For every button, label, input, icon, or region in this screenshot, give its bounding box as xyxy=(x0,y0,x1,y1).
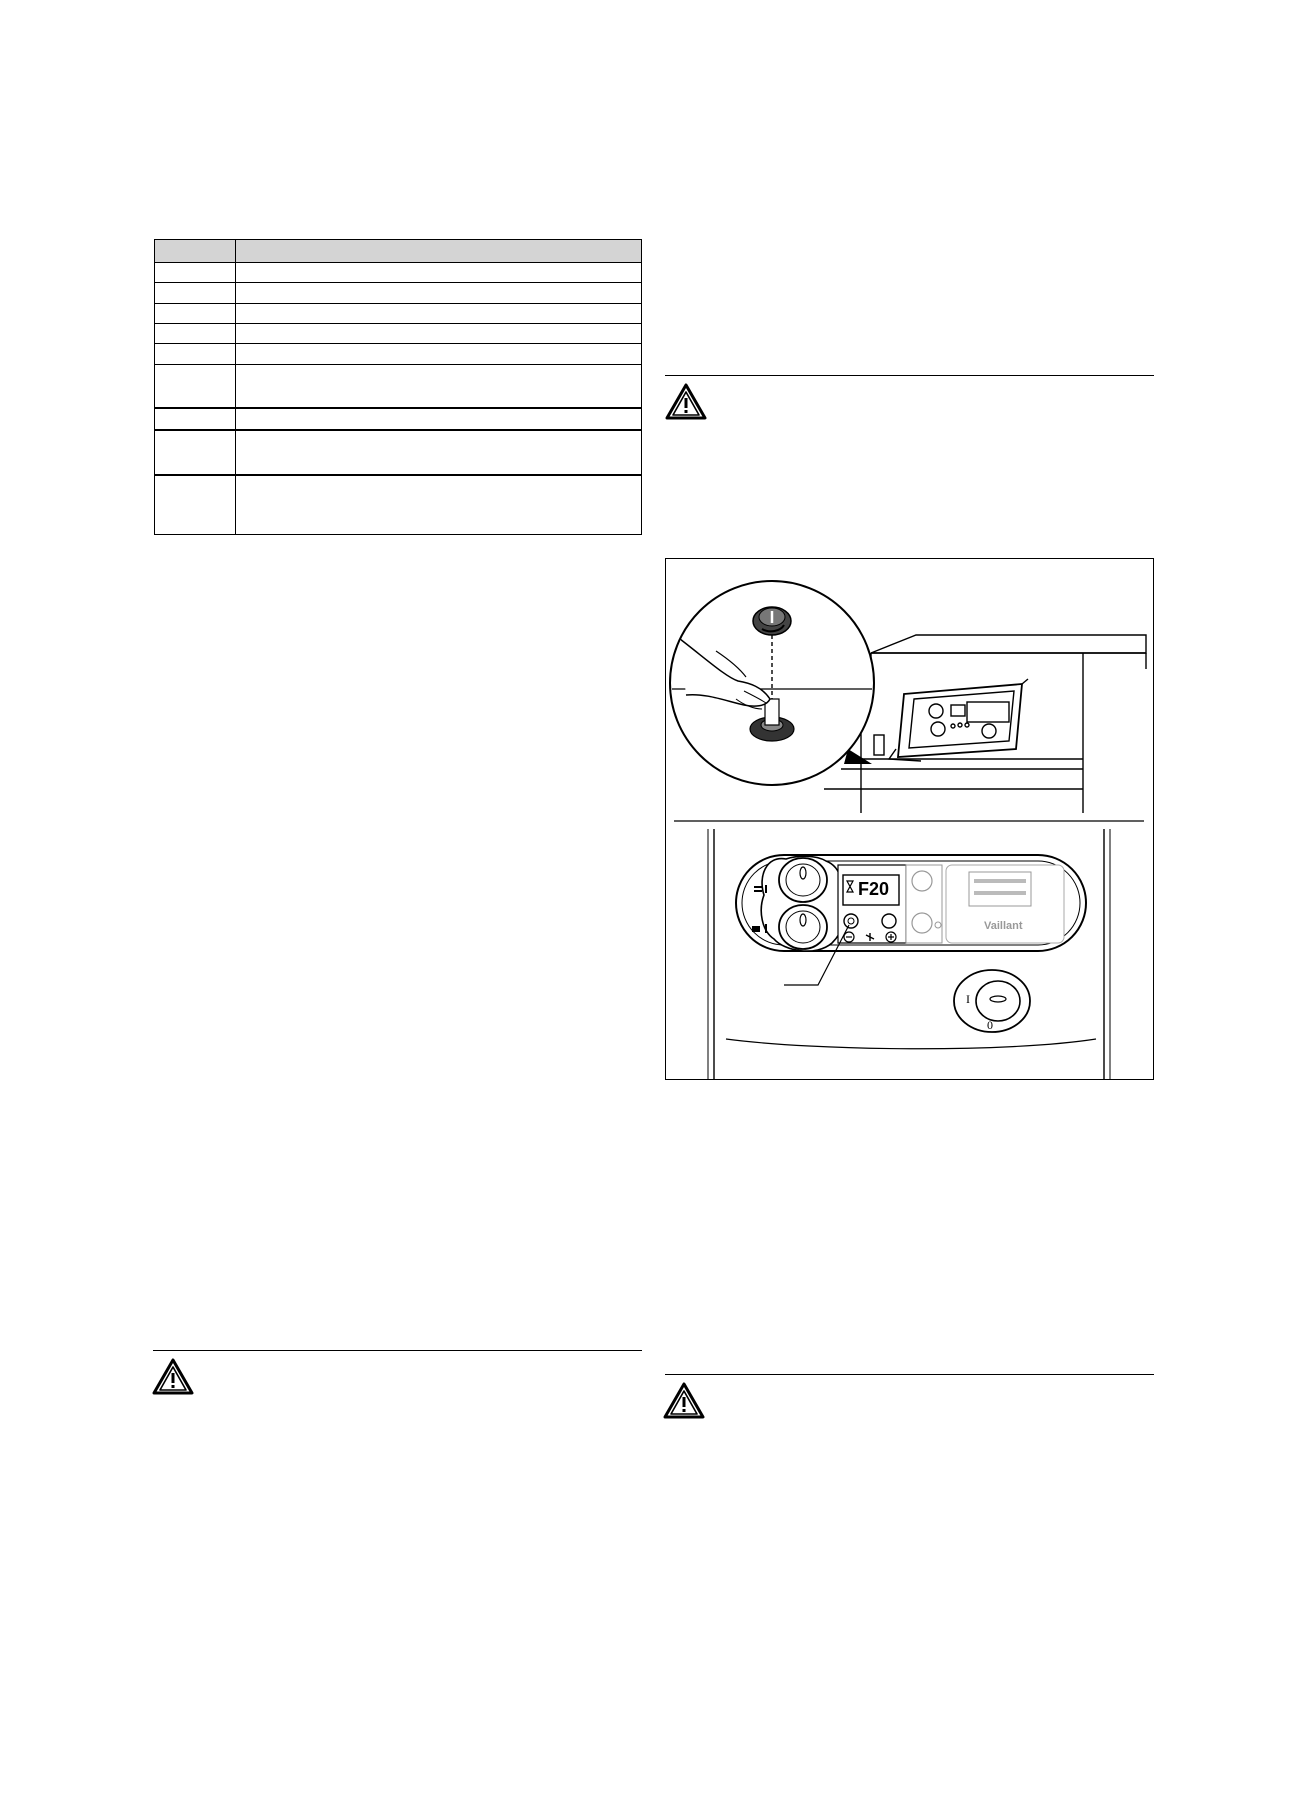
row-divider xyxy=(155,364,641,365)
row-divider xyxy=(155,303,641,304)
reset-button-icon[interactable] xyxy=(844,914,858,928)
boiler-illustration xyxy=(666,559,1154,1080)
warning-triangle-icon xyxy=(663,1382,705,1420)
control-panel-front xyxy=(708,829,1110,1080)
table-header xyxy=(155,240,641,263)
switch-off-label: 0 xyxy=(987,1018,993,1032)
warning-rule xyxy=(665,1374,1154,1375)
brand-logo: Vaillant xyxy=(984,920,1023,932)
switch-on-label: I xyxy=(966,992,970,1006)
row-divider xyxy=(155,343,641,344)
row-divider xyxy=(155,407,641,409)
row-divider xyxy=(155,429,641,431)
warning-triangle-icon xyxy=(152,1358,194,1396)
fault-code-table xyxy=(154,239,642,535)
display-code: F20 xyxy=(858,879,890,899)
warning-rule xyxy=(665,375,1154,376)
row-divider xyxy=(155,474,641,476)
column-divider xyxy=(235,240,236,534)
row-divider xyxy=(155,323,641,324)
boiler-reset-figure xyxy=(665,558,1154,1080)
warning-rule xyxy=(153,1350,642,1351)
row-divider xyxy=(155,282,641,283)
warning-triangle-icon xyxy=(665,383,707,421)
info-button-icon[interactable] xyxy=(882,914,896,928)
reset-button-detail xyxy=(670,581,874,785)
